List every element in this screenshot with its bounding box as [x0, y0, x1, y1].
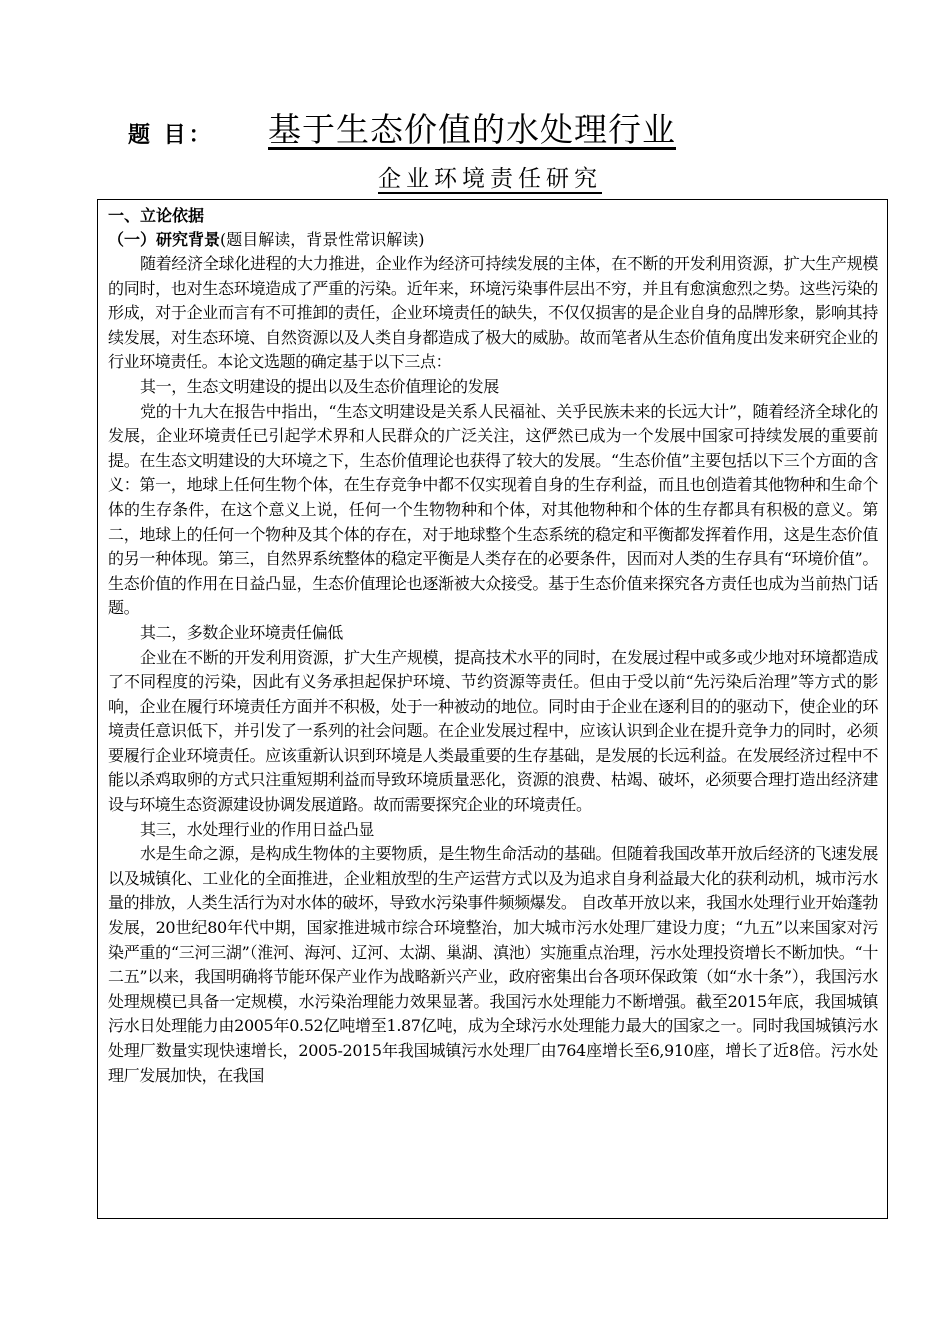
- paragraph-point-2-heading: 其二，多数企业环境责任偏低: [140, 622, 343, 642]
- subheading-text: （一）研究背景: [108, 230, 221, 249]
- title-row: [0, 104, 950, 154]
- content-box: [97, 199, 888, 1219]
- paragraph-point-2-body: 企业在不断的开发利用资源，扩大生产规模，提高技术水平的同时，在发展过程中或多或少地对环境都造成了不同程度的污染，因此有义务承担起保护环境、节约资源等责任。但由于受以前“先污染后治理”等方式的影响，企业在履行环境责任方面并不积极，处于一种被动的地位。同时由于企业在逐利目的的驱动下，使企业的环境责任意识低下，并引发了一系列的社会问题。在企业发展过程中，应该认识到企业在提升竞争力的同时，必须要履行企业环境责任。应该重新认识到环境是人类最重要的生存基础，是发展的长远利益。在发展经济过程中不能以杀鸡取卵的方式只注重短期利益而导致环境质量恶化，资源的浪费、枯竭、破坏，必须要合理打造出经济建设与环境生态资源建设协调发展道路。故而需要探究企业的环境责任。: [108, 647, 878, 815]
- paragraph-point-1-body: 党的十九大在报告中指出，“生态文明建设是关系人民福祉、关乎民族未来的长远大计”，随着经济全球化的发展，企业环境责任已引起学术界和人民群众的广泛关注，这俨然已成为一个发展中国家可持续发展的重要前提。在生态文明建设的大环境之下，生态价值理论也获得了较大的发展。“生态价值”主要包括以下三个方面的含义：第一，地球上任何生物个体，在生存竞争中都不仅实现着自身的生存利益，而且也创造着其他物种和生命个体的生存条件，在这个意义上说，任何一个生物物种和个体，对其他物种和个体的生存都具有积极的意义。第二，地球上的任何一个物种及其个体的存在，对于地球整个生态系统的稳定和平衡都发挥着作用，这是生态价值的另一种体现。第三，自然界系统整体的稳定平衡是人类存在的必要条件，因而对人类的生存具有“环境价值”。生态价值的作用在日益凸显，生态价值理论也逐渐被大众接受。基于生态价值来探究各方责任也成为当前热门话题。: [108, 401, 878, 618]
- paragraph-intro: 随着经济全球化进程的大力推进，企业作为经济可持续发展的主体，在不断的开发利用资源，扩大生产规模的同时，也对生态环境造成了严重的污染。近年来，环境污染事件层出不穷，并且有愈演愈烈之势。这些污染的形成，对于企业而言有不可推卸的责任，企业环境责任的缺失，不仅仅损害的是企业自身的品牌形象，影响其持续发展，对生态环境、自然资源以及人类自身都造成了极大的威胁。故而笔者从生态价值角度出发来研究企业的行业环境责任。本论文选题的确定基于以下三点：: [108, 254, 878, 372]
- paragraph-point-3-body: 水是生命之源，是构成生物体的主要物质，是生物生命活动的基础。但随着我国改革开放后经济的飞速发展以及城镇化、工业化的全面推进，企业粗放型的生产运营方式以及为追求自身利益最大化的获利动机，城市污水量的排放，人类生活行为对水体的破坏，导致水污染事件频频爆发。 自改革开放以来，我国水处理行业开始蓬勃发展，20世纪80年代中期，国家推进城市综合环境整治，加大城市污水处理厂建设力度；“九五”以来国家对污染严重的“三河三湖”（淮河、海河、辽河、太湖、巢湖、滇池）实施重点治理，污水处理投资增长不断加快。“十二五”以来，我国明确将节能环保产业作为战略新兴产业，政府密集出台各项环保政策（如“水十条”），我国污水处理规模已具备一定规模，水污染治理能力效果显著。我国污水处理能力不断增强。截至2015年底，我国城镇污水日处理能力由2005年0.52亿吨增至1.87亿吨，成为全球污水处理能力最大的国家之一。同时我国城镇污水处理厂数量实现快速增长，2005-2015年我国城镇污水处理厂由764座增长至6,910座，增长了近8倍。污水处理厂发展加快，在我国: [108, 844, 878, 1085]
- title-line-2: 企业环境责任研究: [378, 166, 602, 192]
- title-label: 题 目：: [128, 123, 214, 148]
- paragraph-point-3-heading: 其三，水处理行业的作用日益凸显: [140, 819, 375, 839]
- paragraph-point-1-heading: 其一，生态文明建设的提出以及生态价值理论的发展: [140, 376, 499, 396]
- subtitle-row: [0, 160, 950, 193]
- section-subheading: [108, 228, 878, 252]
- section-heading: 一、立论依据: [108, 206, 205, 225]
- subheading-note: (题目解读，背景性常识解读): [220, 230, 425, 249]
- title-line-1: 基于生态价值的水处理行业: [268, 110, 676, 149]
